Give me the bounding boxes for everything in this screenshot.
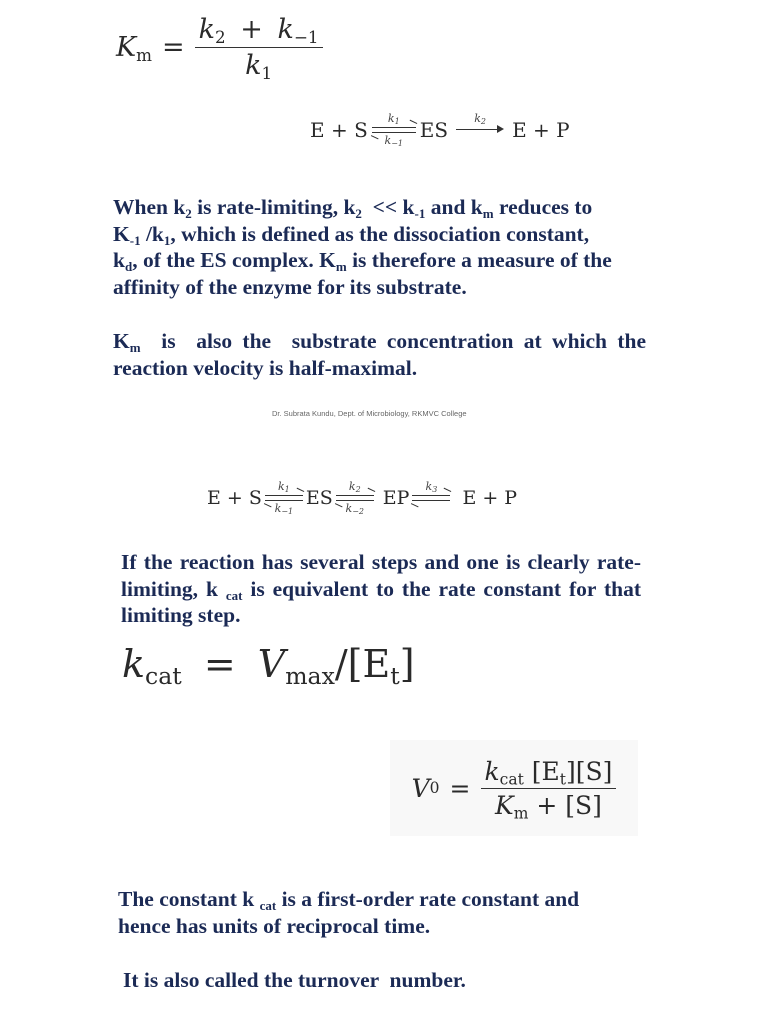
equilibrium-arrow-icon: [412, 494, 450, 502]
products: E + P: [512, 118, 570, 142]
right-arrow-icon: [456, 126, 504, 134]
equilibrium-arrow-icon: [336, 494, 374, 502]
v0-denominator: $K_m + [S]$: [481, 788, 617, 820]
equilibrium-arrow-1: $k_1$ $k_{-1}$: [265, 480, 303, 516]
v0-numerator: $k_{cat}$ $[E_t][S]$: [484, 756, 613, 789]
es-complex: ES: [305, 487, 333, 509]
km-explanation-paragraph: When $k_2$ is rate-limiting, $k_2 << k_{-1}$ and $k_m$ reduces to $K_{-1}$ $/k_1$, which is defined as the dissociation constant, $k_d$, of the ES complex. $K_m$ is therefore a measure of the affinity of the enzyme for its substrate.: [113, 195, 612, 299]
equilibrium-arrow-icon: [265, 494, 303, 502]
equilibrium-arrow-3: $k_3$: [412, 480, 450, 516]
first-order-paragraph: The constant k $_{cat}$ is a first-order rate constant and hence has units of reciprocal time.: [118, 887, 580, 938]
ep-complex: EP: [382, 487, 410, 509]
km-fraction: [195, 14, 323, 84]
equilibrium-arrow: $k_1$ $k_{-1}$: [372, 112, 416, 148]
reactants: E + S: [207, 487, 262, 509]
kcat-formula: $k_{cat} = V_{max}/[E_t]$: [122, 642, 415, 691]
slide-credit: Dr. Subrata Kundu, Dept. of Microbiology, RKMVC College: [272, 409, 467, 418]
v0-formula: V 0 = $\frac{k_{cat} [E_t][S]}{K_m + [S]}$: [390, 740, 638, 836]
rate-limiting-paragraph: If the reaction has several steps and one is clearly rate-limiting, k $_{cat}$ is equivalent to the rate constant for that limiting step.: [121, 550, 641, 627]
equilibrium-arrow-2: $k_2$ $k_{-2}$: [336, 480, 374, 516]
v0-fraction: [481, 756, 617, 823]
km-half-maximal-paragraph: $K_m$ is also the substrate concentration at which the reaction velocity is half-maximal.: [113, 329, 652, 380]
es-complex: ES: [419, 118, 449, 142]
km-denominator: $k_1$: [195, 47, 323, 81]
km-formula: [116, 14, 323, 84]
km-numerator: $k_2 + k_{-1}$: [198, 14, 319, 48]
reaction-scheme-1: [310, 100, 570, 160]
reaction-scheme-2: [207, 466, 517, 530]
forward-arrow: $k_2$: [456, 112, 504, 148]
equilibrium-arrow-icon: [372, 126, 416, 134]
turnover-number-paragraph: It is also called the turnover number.: [123, 968, 466, 992]
equals-sign: =: [162, 32, 185, 63]
reactants: E + S: [310, 118, 368, 142]
km-lhs: $K_m$: [116, 32, 153, 66]
products: E + P: [462, 487, 518, 509]
